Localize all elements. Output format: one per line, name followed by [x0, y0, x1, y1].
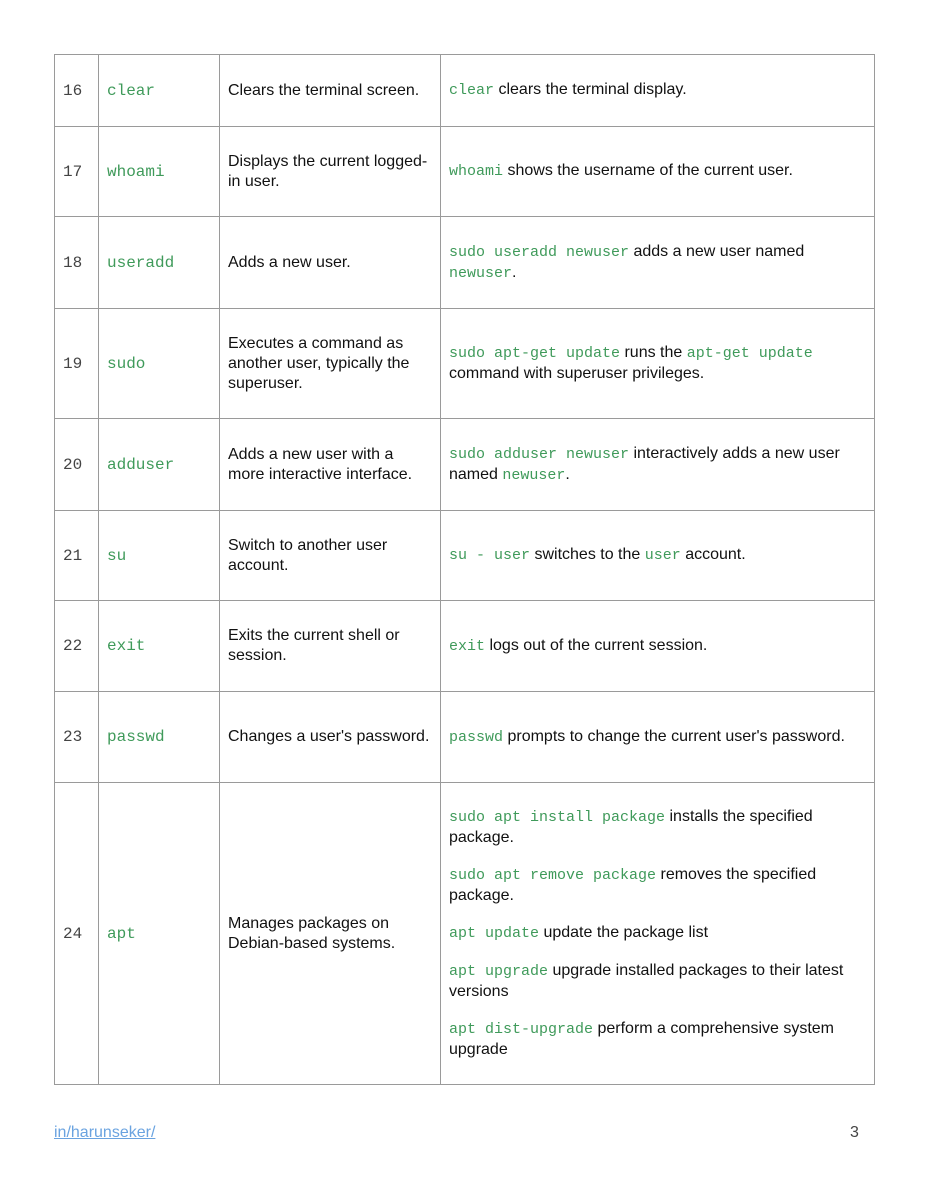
- command-example: [441, 127, 875, 217]
- command-example: [441, 601, 875, 692]
- example-line: [449, 727, 866, 748]
- example-line: [449, 161, 866, 182]
- command-example: [441, 55, 875, 127]
- row-number: 21: [55, 511, 99, 601]
- example-code: sudo apt-get update: [449, 345, 621, 362]
- example-line: [449, 80, 866, 101]
- example-text: logs out of the current session.: [485, 636, 708, 654]
- example-text: clears the terminal display.: [494, 81, 687, 98]
- example-code: clear: [449, 82, 495, 99]
- example-code: newuser: [502, 466, 566, 484]
- command-table: [54, 54, 875, 1085]
- example-line: [449, 545, 866, 566]
- command-name: passwd: [99, 692, 220, 783]
- example-line: [449, 865, 866, 906]
- table-row: [55, 127, 875, 217]
- example-text: runs the: [620, 344, 687, 361]
- example-code: sudo apt install package: [449, 809, 666, 826]
- example-code: user: [644, 547, 681, 564]
- example-code: sudo adduser newuser: [449, 445, 630, 463]
- table-row: [55, 783, 875, 1085]
- command-name: sudo: [99, 309, 220, 419]
- example-text: command with superuser privileges.: [449, 365, 705, 382]
- table-row: [55, 692, 875, 783]
- example-line: [449, 961, 866, 1002]
- command-name: exit: [99, 601, 220, 692]
- command-name: su: [99, 511, 220, 601]
- example-code: newuser: [449, 264, 513, 282]
- example-line: [449, 923, 866, 944]
- profile-link[interactable]: in/harunseker/: [54, 1124, 156, 1141]
- example-text: interactively adds a new user named: [449, 444, 840, 483]
- example-code: apt dist-upgrade: [449, 1021, 594, 1038]
- page-number: 3: [850, 1124, 859, 1141]
- command-description: Adds a new user with a more interactive interface.: [220, 419, 441, 511]
- command-example: [441, 692, 875, 783]
- example-text: adds a new user named: [629, 242, 805, 260]
- example-text: .: [512, 263, 517, 281]
- example-text: perform a comprehensive system upgrade: [449, 1020, 835, 1058]
- example-text: shows the username of the current user.: [503, 162, 793, 179]
- example-code: apt update: [449, 925, 540, 942]
- example-text: upgrade installed packages to their latest versions: [449, 962, 844, 1000]
- example-code: su - user: [449, 547, 531, 564]
- command-description: Exits the current shell or session.: [220, 601, 441, 692]
- row-number: 16: [55, 55, 99, 127]
- table-row: [55, 511, 875, 601]
- example-line: [449, 807, 866, 848]
- example-code: apt upgrade: [449, 963, 549, 980]
- row-number: 22: [55, 601, 99, 692]
- example-line: [449, 636, 866, 657]
- example-line: [449, 1019, 866, 1060]
- example-text: .: [565, 465, 570, 483]
- command-name: clear: [99, 55, 220, 127]
- example-line: [449, 242, 866, 284]
- table-row: [55, 419, 875, 511]
- table-row: [55, 309, 875, 419]
- example-code: apt-get update: [686, 345, 813, 362]
- example-code: sudo useradd newuser: [449, 243, 630, 261]
- table-row: [55, 55, 875, 127]
- example-code: passwd: [449, 728, 504, 746]
- example-text: account.: [680, 546, 746, 563]
- command-example: [441, 419, 875, 511]
- example-text: switches to the: [530, 546, 645, 563]
- row-number: 17: [55, 127, 99, 217]
- row-number: 18: [55, 217, 99, 309]
- example-text: update the package list: [539, 924, 709, 941]
- command-name: adduser: [99, 419, 220, 511]
- command-name: apt: [99, 783, 220, 1085]
- table-row: [55, 217, 875, 309]
- example-code: exit: [449, 637, 486, 655]
- example-line: [449, 444, 866, 486]
- example-text: prompts to change the current user's password.: [503, 727, 845, 745]
- row-number: 23: [55, 692, 99, 783]
- row-number: 20: [55, 419, 99, 511]
- command-example: [441, 783, 875, 1085]
- example-code: sudo apt remove package: [449, 867, 657, 884]
- example-text: removes the specified package.: [449, 866, 817, 904]
- command-name: whoami: [99, 127, 220, 217]
- example-code: whoami: [449, 163, 504, 180]
- command-description: Displays the current logged-in user.: [220, 127, 441, 217]
- command-description: Changes a user's password.: [220, 692, 441, 783]
- command-description: Executes a command as another user, typically the superuser.: [220, 309, 441, 419]
- table-row: [55, 601, 875, 692]
- command-example: [441, 309, 875, 419]
- command-example: [441, 511, 875, 601]
- command-description: Manages packages on Debian-based systems.: [220, 783, 441, 1085]
- example-line: [449, 343, 866, 384]
- command-example: [441, 217, 875, 309]
- row-number: 19: [55, 309, 99, 419]
- command-description: Clears the terminal screen.: [220, 55, 441, 127]
- command-description: Adds a new user.: [220, 217, 441, 309]
- row-number: 24: [55, 783, 99, 1085]
- command-name: useradd: [99, 217, 220, 309]
- command-description: Switch to another user account.: [220, 511, 441, 601]
- example-text: installs the specified package.: [449, 808, 813, 846]
